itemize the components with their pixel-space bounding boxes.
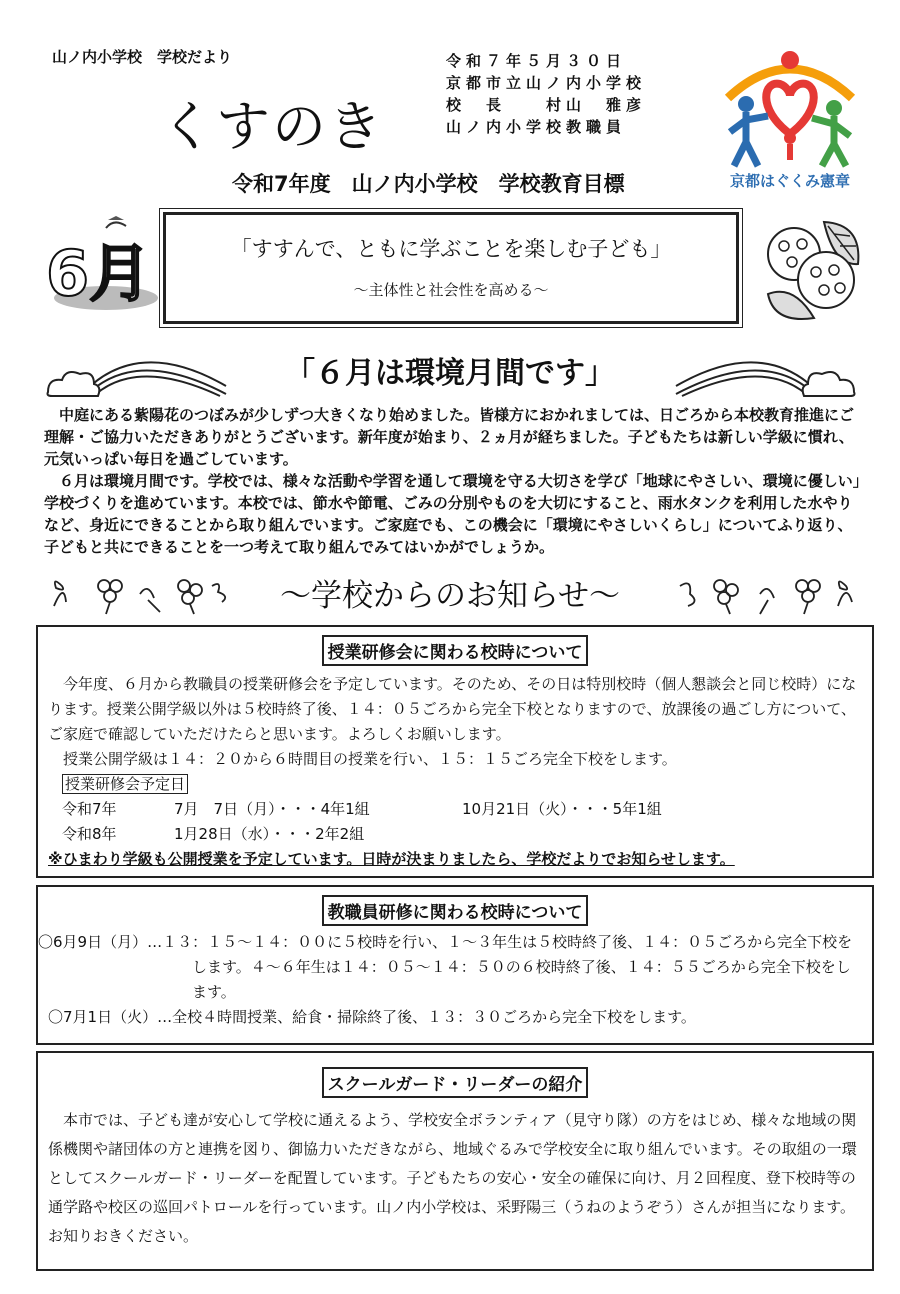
newsletter-title: くすのき [160,95,384,158]
section-heading: 教職員研修に関わる校時について [322,895,589,926]
environment-title: 「６月は環境月間です」 [285,356,615,391]
schedule-year: 令和8年 [62,825,117,843]
schedule-entry: 1月28日（水）・・・2年2組 [174,825,365,843]
newsletter-label: 山ノ内小学校 学校だより [52,48,233,66]
school-guard-section [36,1051,874,1271]
training-item: 〇6月9日（月）…１３：１５～１４：００に５校時を行い、１～３年生は５校時終了後、１４：０５ごろから完全下校をします。４～６年生は１４：０５～１４：５０の６校時終了後、１４：５５ごろから完全下校をします。 [38,933,853,1001]
goal-heading: 令和7年度 山ノ内小学校 学校教育目標 [232,172,625,196]
staff-training-section [36,885,874,1045]
section-heading: 授業研修会に関わる校時について [322,635,589,666]
clover-decoration-right-icon [670,572,860,618]
rainbow-right-icon [668,346,858,398]
section-paragraph: 今年度、６月から教職員の授業研修会を予定しています。そのため、その日は特別校時（個人懇談会と同じ校時）になります。授業公開学級以外は５校時終了後、１４：０５ごろから完全下校となりますので、放課後の過ごし方について、ご家庭で確認していただけたらと思います。よろしくお願いします。 [48,675,857,743]
principal-name: 校 長 村山 雅彦 [446,96,647,114]
lesson-study-section [36,625,874,878]
month-badge [44,214,162,314]
hagukumi-logo-icon [716,46,864,170]
intro-paragraph-2: ６月は環境月間です。学校では、様々な活動や学習を通して環境を守る大切さを学び「地球にやさしい、環境に優しい」学校づくりを進めています。本校では、節水や節電、ごみの分別やものを大切にすること、雨水タンクを利用した水やりなど、身近にできることから取り組んでいます。ご家庭でも、この機会に「環境にやさしいくらし」についてふり返り、子どもと共にできることを一つ考えて取り組んでみてはいかがでしょうか。 [44,472,861,556]
month-number: 6月 [46,237,152,310]
goal-main: 「すすんで、ともに学ぶことを楽しむ子ども」 [230,237,672,261]
goal-sub: ～主体性と社会性を高める～ [353,281,549,299]
schedule-year: 令和7年 [62,800,117,818]
issuer-school: 京都市立山ノ内小学校 [446,74,647,92]
issuer-staff: 山ノ内小学校教職員 [446,118,627,136]
schedule-row [38,822,872,847]
school-goal-box [163,212,739,324]
logo-caption: 京都はぐくみ憲章 [729,172,850,190]
section-note: ※ひまわり学級も公開授業を予定しています。日時が決まりましたら、学校だよりでお知らせします。 [48,850,735,868]
schedule-row [38,797,872,822]
issue-date: 令和７年５月３０日 [446,52,627,70]
hydrangea-icon [754,214,864,324]
schedule-label: 授業研修会予定日 [62,774,188,794]
training-item: 〇7月1日（火）…全校４時間授業、給食・掃除終了後、１３：３０ごろから完全下校をします。 [48,1008,696,1026]
section-paragraph: 授業公開学級は１４：２０から６時間目の授業を行い、１５：１５ごろ完全下校をします。 [63,750,677,768]
hagukumi-logo [716,46,864,196]
section-paragraph: 本市では、子ども達が安心して学校に通えるよう、学校安全ボランティア（見守り隊）の方をはじめ、様々な地域の関係機関や諸団体の方と連携を図り、御協力いただきながら、地域ぐるみで学校安全に取り組んでいます。その取組の一環としてスクールガード・リーダーを配置しています。子どもたちの安心・安全の確保に向け、月２回程度、登下校時等の通学路や校区の巡回パトロールを行っています。山ノ内小学校は、采野陽三（うねのようぞう）さんが担当になります。お知りおきください。 [48,1111,857,1245]
issue-info [446,50,646,138]
schedule-entry: 10月21日（火）・・・5年1組 [462,800,662,818]
environment-intro [44,404,864,558]
notices-heading: ～学校からのお知らせ～ [279,578,621,614]
intro-paragraph-1: 中庭にある紫陽花のつぼみが少しずつ大きくなり始めました。皆様方におかれましては、日ごろから本校教育推進にご理解・ご協力いただきありがとうございます。新年度が始まり、２ヵ月が経ちました。子どもたちは新しい学級に慣れ、元気いっぱい毎日を過ごしています。 [44,406,855,468]
schedule-entry: 7月 7日（月）・・・4年1組 [174,800,370,818]
section-heading: スクールガード・リーダーの紹介 [322,1067,589,1098]
hydrangea-illustration [754,214,864,324]
